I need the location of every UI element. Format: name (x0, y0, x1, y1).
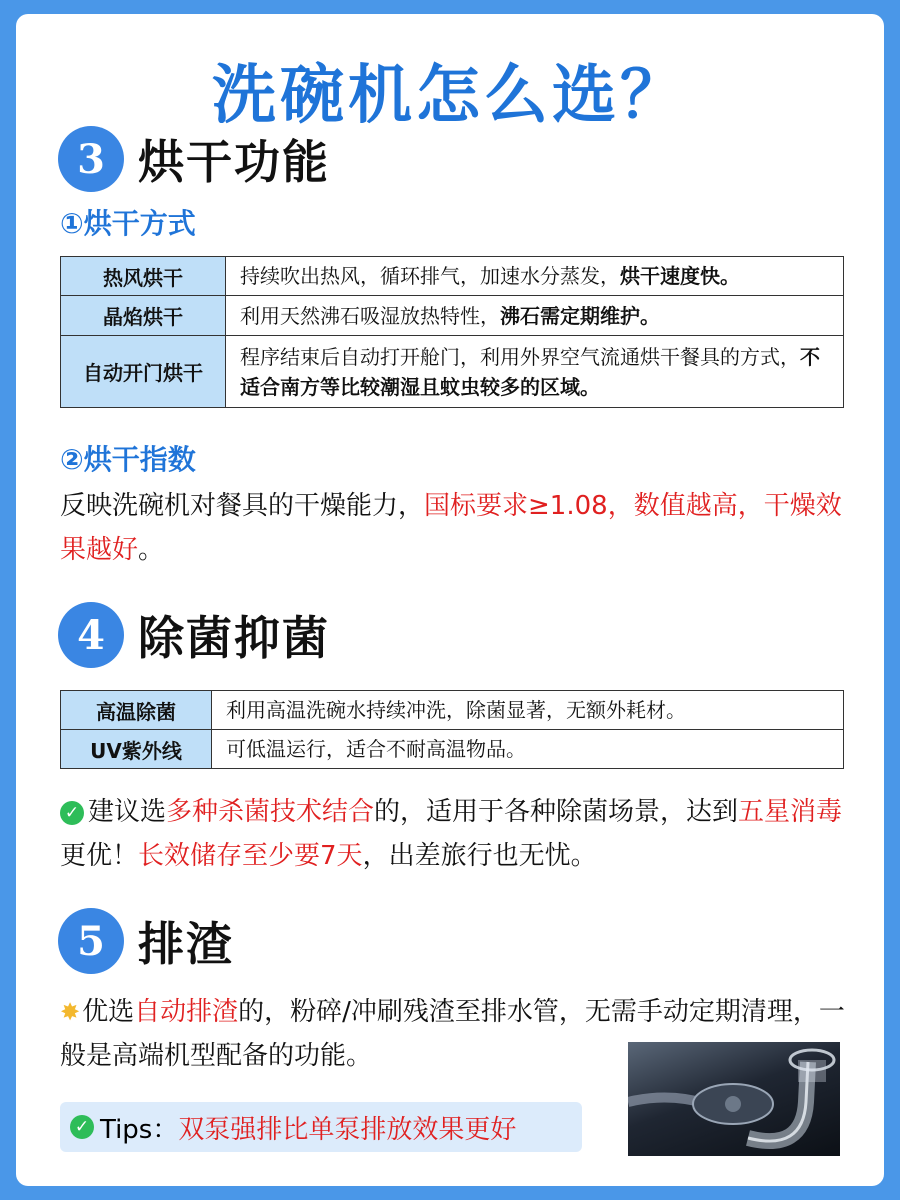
section-number-badge: 4 (58, 602, 124, 668)
table-key: 晶焰烘干 (61, 296, 226, 336)
sterilize-table (60, 690, 844, 769)
sterilize-advice: ✓ 建议选多种杀菌技术结合的，适用于各种除菌场景，达到五星消毒更优！长效储存至少要7天，出差旅行也无忧。 (60, 797, 843, 871)
content-card (16, 14, 884, 1186)
table-row (61, 257, 844, 296)
table-row (61, 336, 844, 408)
drying-method-table (60, 256, 844, 408)
tips-label: Tips： (100, 1114, 179, 1145)
table-value: 利用天然沸石吸湿放热特性，沸石需定期维护。 (226, 296, 844, 336)
tips-box (60, 1102, 582, 1152)
section-sterilize-header (58, 600, 330, 670)
table-key: 自动开门烘干 (61, 336, 226, 408)
table-key: 高温除菌 (61, 691, 212, 730)
drying-method-heading: ①烘干方式 (60, 207, 196, 240)
table-value: 利用高温洗碗水持续冲洗，除菌显著，无额外耗材。 (212, 691, 844, 730)
table-value: 可低温运行，适合不耐高温物品。 (212, 730, 844, 769)
drain-pipe-photo (628, 1042, 840, 1156)
table-row (61, 730, 844, 769)
section-drying-header (58, 124, 330, 194)
section-number-badge: 3 (58, 126, 124, 192)
page-title: 洗碗机怎么选？ (212, 59, 688, 133)
section-drain-header (58, 906, 234, 976)
section-title: 烘干功能 (138, 135, 330, 189)
check-circle-icon: ✓ (60, 801, 84, 825)
section-title: 除菌抑菌 (138, 611, 330, 665)
drain-text: ✸优选自动排渣的，粉碎/冲刷残渣至排水管，无需手动定期清理，一般是高端机型配备的功能。 (60, 997, 845, 1071)
table-row (61, 296, 844, 336)
check-circle-icon: ✓ (70, 1115, 94, 1139)
table-key: UV紫外线 (61, 730, 212, 769)
drying-index-heading: ②烘干指数 (60, 443, 196, 476)
drying-index-text: 反映洗碗机对餐具的干燥能力，国标要求≥1.08，数值越高，干燥效果越好。 (60, 491, 842, 565)
table-value: 持续吹出热风，循环排气，加速水分蒸发，烘干速度快。 (226, 257, 844, 296)
table-value: 程序结束后自动打开舱门，利用外界空气流通烘干餐具的方式，不适合南方等比较潮湿且蚊虫较多的区域。 (226, 336, 844, 408)
table-row (61, 691, 844, 730)
tips-text: 双泵强排比单泵排放效果更好 (178, 1114, 517, 1145)
drain-pipe-illustration (628, 1042, 840, 1156)
section-number-badge: 5 (58, 908, 124, 974)
star-icon: ✸ (60, 998, 81, 1026)
section-title: 排渣 (138, 917, 234, 971)
table-key: 热风烘干 (61, 257, 226, 296)
